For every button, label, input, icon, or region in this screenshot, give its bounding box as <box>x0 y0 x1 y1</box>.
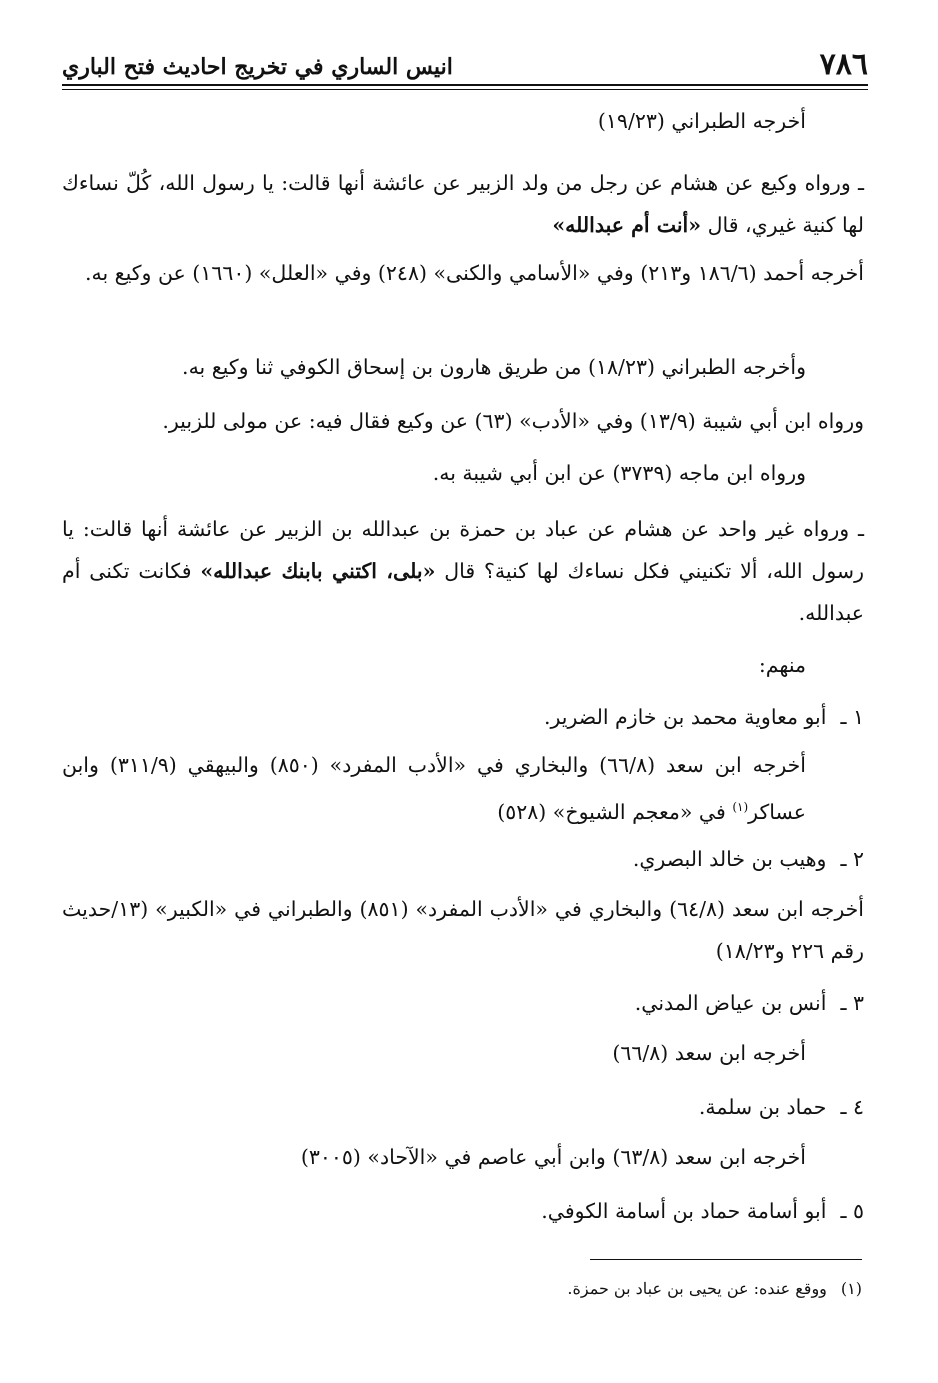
footnote <box>62 1276 862 1302</box>
list-item <box>62 1086 864 1128</box>
footnote-separator <box>590 1259 862 1260</box>
list-item <box>62 1190 864 1232</box>
narrator-name: حماد بن سلمة. <box>698 1095 827 1119</box>
narrator-name: أبو أسامة حماد بن أسامة الكوفي. <box>541 1199 827 1223</box>
source-paragraph: أخرجه ابن سعد (٦٣/٨) وابن أبي عاصم في «الآحاد» (٣٠٠٥) <box>300 1145 806 1169</box>
paragraph: ورواه ابن أبي شيبة (١٣/٩) وفي «الأدب» (٦٣) عن وكيع فقال فيه: عن مولى للزبير. <box>162 409 864 433</box>
header-rule <box>62 84 868 86</box>
paragraph: أخرجه أحمد (١٨٦/٦ و٢١٣) وفي «الأسامي والكنى» (٢٤٨) وفي «العلل» (١٦٦٠) عن وكيع به. <box>84 261 864 285</box>
page-number: ٧٨٦ <box>819 47 868 82</box>
narrator-name: أبو معاوية محمد بن خازم الضرير. <box>543 705 827 729</box>
list-number: ٥ ـ <box>840 1199 864 1223</box>
list-number: ١ ـ <box>840 705 864 729</box>
paragraph-text: فكانت تكنى أم عبدالله. <box>62 559 864 625</box>
source-paragraph: أخرجه ابن سعد (٦٤/٨) والبخاري في «الأدب المفرد» (٨٥١) والطبراني في «الكبير» (١٣/حديث رقم ٢٢٦ و١٨/٢٣) <box>62 897 865 963</box>
running-title: انيس الساري في تخريج احاديث فتح الباري <box>62 54 453 80</box>
source-paragraph <box>62 744 806 833</box>
paragraph: أخرجه الطبراني (١٩/٢٣) <box>597 109 806 133</box>
paragraph: ورواه ابن ماجه (٣٧٣٩) عن ابن أبي شيبة به. <box>432 461 806 485</box>
list-number: ٣ ـ <box>840 991 864 1015</box>
header-rule-thin <box>62 89 868 90</box>
hadith-quote: «بلى، اكتني بابنك عبدالله» <box>200 559 436 583</box>
hadith-quote: «أنت أم عبدالله» <box>552 213 702 237</box>
paragraph-text: ـ ورواه غير واحد عن هشام عن عباد بن حمزة بن عبدالله بن الزبير عن عائشة أنها قالت: يا رسول الله، ألا تكنيني فكل نساءك لها كنية؟ قال <box>62 517 864 583</box>
narrator-name: وهيب بن خالد البصري. <box>632 847 827 871</box>
paragraph: منهم: <box>758 653 806 677</box>
footnote-text: ووقع عنده: عن يحيى بن عباد بن حمزة. <box>567 1279 827 1298</box>
page-header <box>62 42 868 82</box>
list-number: ٢ ـ <box>840 847 864 871</box>
footnote-reference[interactable]: (١) <box>732 800 749 814</box>
source-paragraph: أخرجه ابن سعد (٦٦/٨) <box>612 1041 806 1065</box>
list-number: ٤ ـ <box>840 1095 864 1119</box>
footnote-marker: (١) <box>840 1279 862 1298</box>
list-item <box>62 696 864 738</box>
paragraph: وأخرجه الطبراني (١٨/٢٣) من طريق هارون بن إسحاق الكوفي ثنا وكيع به. <box>182 355 806 379</box>
paragraph <box>62 508 864 634</box>
paragraph <box>62 162 864 246</box>
paragraph-text: في «معجم الشيوخ» (٥٢٨) <box>497 799 733 824</box>
list-item <box>62 838 864 880</box>
paragraph-text: أخرجه ابن سعد (٦٦/٨) والبخاري في «الأدب المفرد» (٨٥٠) والبيهقي (٣١١/٩) وابن عساكر <box>62 753 806 824</box>
paragraph-text: ـ ورواه وكيع عن هشام عن رجل من ولد الزبير عن عائشة أنها قالت: يا رسول الله، كُلّ نساءك لها كنية غيري، قال <box>62 171 864 237</box>
list-item <box>62 982 864 1024</box>
narrator-name: أنس بن عياض المدني. <box>634 991 827 1015</box>
